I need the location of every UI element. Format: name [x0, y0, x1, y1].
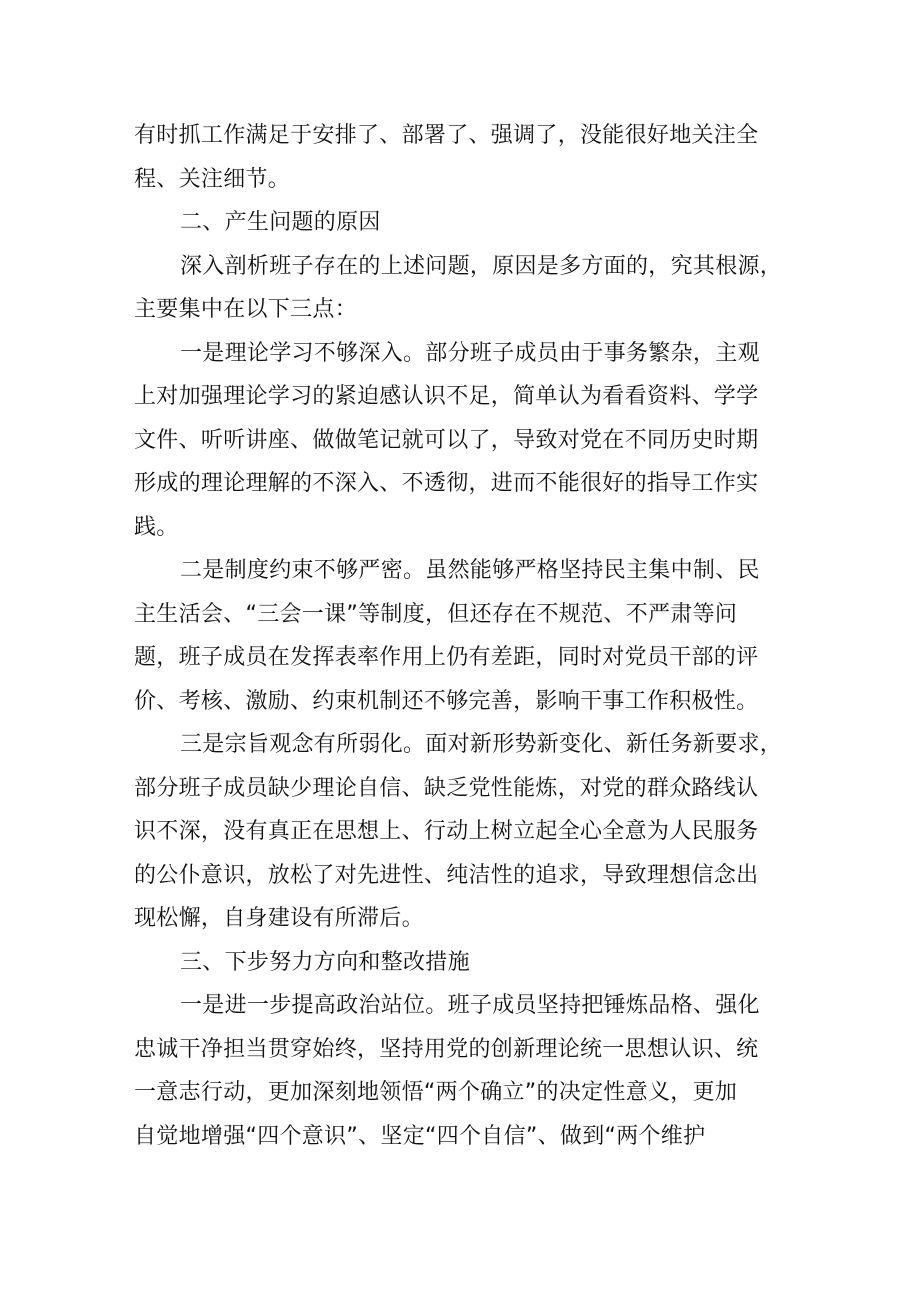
- text-line: 忠诚干净担当贯穿始终，坚持用党的创新理论统一思想认识、统: [134, 1036, 759, 1062]
- document-body: [134, 114, 794, 1158]
- text-line: 主要集中在以下三点：: [134, 297, 358, 322]
- text-line: 三是宗旨观念有所弱化。面对新形势新变化、新任务新要求，: [180, 732, 783, 757]
- text-line: 二是制度约束不够严密。虽然能够严格坚持民主集中制、民: [180, 558, 760, 583]
- text-line: 程、关注细节。: [134, 166, 291, 192]
- text-line: 的公仆意识，放松了对先进性、纯洁性的追求，导致理想信念出: [134, 862, 759, 888]
- text-line: 有时抓工作满足于安排了、部署了、强调了，没能很好地关注全: [134, 123, 759, 148]
- text-line: 题，班子成员在发挥表率作用上仍有差距，同时对党员干部的评: [134, 645, 759, 670]
- text-line: 一意志行动，更加深刻地领悟“两个确立”的决定性意义，更加: [134, 1080, 738, 1105]
- section-heading: 二、产生问题的原因: [180, 210, 381, 235]
- text-line: 主生活会、“三会一课”等制度，但还存在不规范、不严肃等问: [134, 601, 738, 627]
- text-line: 自觉地增强“四个意识”、坚定“四个自信”、做到“两个维护: [134, 1123, 706, 1149]
- text-line: 文件、听听讲座、做做笔记就可以了，导致对党在不同历史时期: [134, 427, 759, 453]
- text-line: 现松懈，自身建设有所滞后。: [134, 906, 424, 931]
- text-line: 形成的理论理解的不深入、不透彻，进而不能很好的指导工作实: [134, 471, 759, 496]
- section-heading: 三、下步努力方向和整改措施: [180, 949, 470, 975]
- text-line: 识不深，没有真正在思想上、行动上树立起全心全意为人民服务: [134, 819, 759, 844]
- text-line: 部分班子成员缺少理论自信、缺乏党性能炼，对党的群众路线认: [134, 775, 759, 801]
- text-line: 深入剖析班子存在的上述问题，原因是多方面的，究其根源，: [180, 253, 783, 279]
- text-line: 上对加强理论学习的紧迫感认识不足，简单认为看看资料、学学: [134, 384, 759, 409]
- text-line: 践。: [134, 514, 179, 540]
- text-line: 价、考核、激励、约束机制还不够完善，影响干事工作积极性。: [134, 688, 759, 714]
- text-line: 一是理论学习不够深入。部分班子成员由于事务繁杂，主观: [180, 340, 760, 366]
- text-line: 一是进一步提高政治站位。班子成员坚持把锤炼品格、强化: [180, 993, 760, 1018]
